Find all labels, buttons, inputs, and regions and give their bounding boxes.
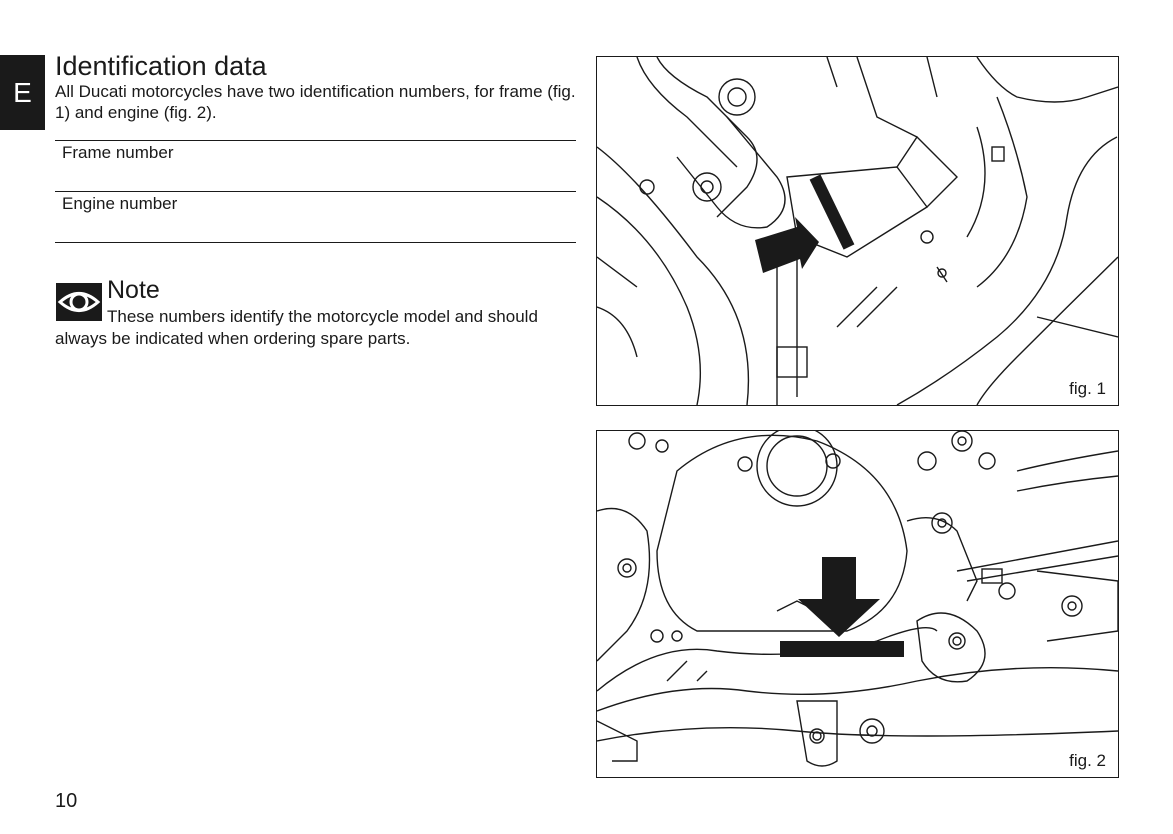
engine-illustration [597, 431, 1118, 777]
intro-paragraph: All Ducati motorcycles have two identification numbers, for frame (fig. 1) and engine (fig. 2). [55, 82, 576, 122]
figure-2-caption: fig. 2 [1069, 751, 1106, 770]
frame-illustration [597, 57, 1118, 405]
field-divider [55, 140, 576, 141]
engine-number-label: Engine number [62, 194, 178, 213]
note-text: These numbers identify the motorcycle model and should always be indicated when ordering spare parts. [55, 307, 538, 348]
field-divider [55, 191, 576, 192]
frame-number-label: Frame number [62, 143, 174, 162]
page-title: Identification data [55, 51, 267, 81]
figure-1 [596, 56, 1119, 406]
field-divider [55, 242, 576, 243]
page-number: 10 [55, 790, 78, 812]
section-tab: E [0, 55, 45, 130]
figure-1-caption: fig. 1 [1069, 379, 1106, 398]
figure-2 [596, 430, 1119, 778]
note-title: Note [107, 276, 160, 304]
